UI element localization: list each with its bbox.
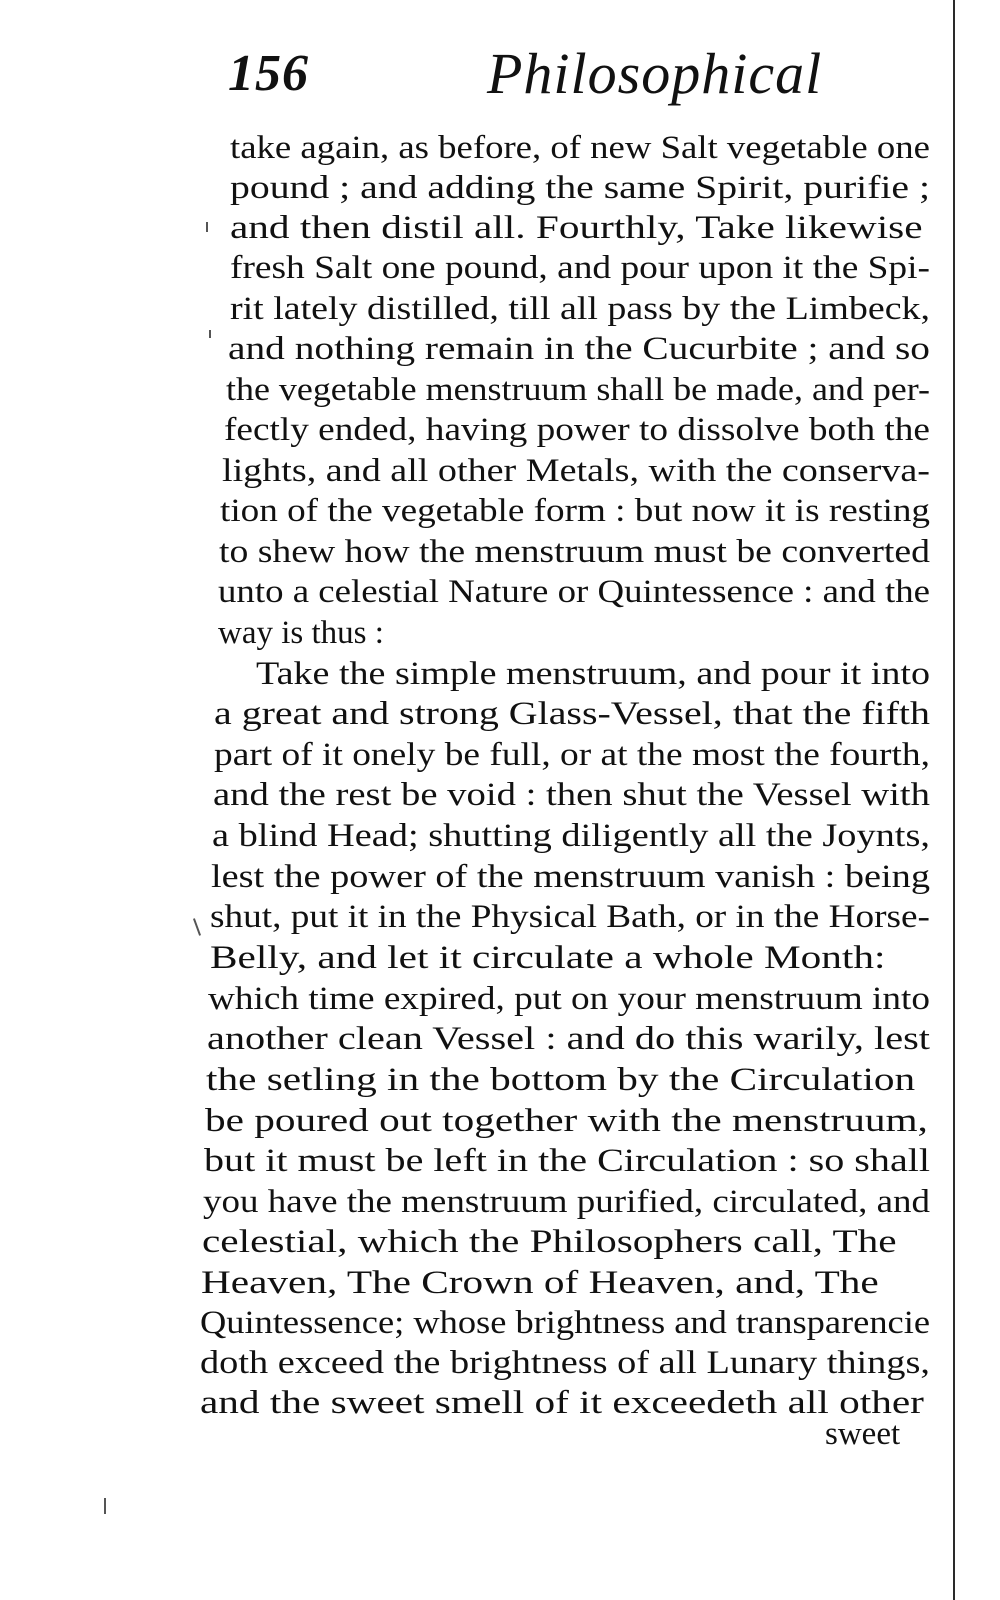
margin-speck [104,1498,106,1514]
text-line: Belly, and let it circulate a whole Month: [210,940,886,976]
margin-speck [209,330,211,338]
text-line: fectly ended, having power to dissolve both the [224,412,930,448]
margin-speck [206,222,208,232]
text-line: way is thus : [218,615,384,651]
page-number: 156 [228,45,309,102]
text-line: celestial, which the Philosophers call, The [202,1224,897,1260]
margin-speck [193,918,201,936]
catchword: sweet [825,1416,901,1452]
text-line: and then distil all. Fourthly, Take likewise [230,210,923,246]
text-line: unto a celestial Nature or Quintessence : and the [218,574,931,610]
text-line: tion of the vegetable form : but now it is resting [220,493,930,529]
text-line: be poured out together with the menstruum, [205,1103,928,1139]
text-line: pound ; and adding the same Spirit, purifie ; [230,170,931,206]
running-title: Philosophical [487,41,823,106]
text-line: lest the power of the menstruum vanish : being [211,859,930,895]
text-line: Take the simple menstruum, and pour it into [256,656,931,692]
text-line: the setling in the bottom by the Circulation [206,1062,916,1098]
text-line: take again, as before, of new Salt vegetable one [230,130,930,166]
text-line: you have the menstruum purified, circulated, and [203,1184,930,1220]
text-line: the vegetable menstruum shall be made, and per- [226,372,930,408]
text-line: but it must be left in the Circulation : so shall [204,1143,931,1179]
text-line: a blind Head; shutting diligently all the Joynts, [212,818,930,854]
text-line: and the rest be void : then shut the Vessel with [213,777,931,813]
text-line: doth exceed the brightness of all Lunary things, [200,1345,930,1381]
text-line: which time expired, put on your menstruum into [208,981,931,1017]
text-line: lights, and all other Metals, with the conserva- [222,453,931,489]
text-line: rit lately distilled, till all pass by the Limbeck, [230,291,931,327]
text-line: and nothing remain in the Cucurbite ; and so [228,331,931,367]
text-line: part of it onely be full, or at the most the fourth, [214,737,930,773]
text-line: another clean Vessel : and do this warily, lest [207,1021,930,1057]
text-line: to shew how the menstruum must be converted [219,534,930,570]
text-line: Heaven, The Crown of Heaven, and, The [201,1265,879,1301]
text-line: Quintessence; whose brightness and transparencie [200,1305,930,1341]
text-line: fresh Salt one pound, and pour upon it the Spi- [230,250,930,286]
page-edge [953,0,955,1600]
text-line: a great and strong Glass-Vessel, that the fifth [214,696,930,732]
text-line: shut, put it in the Physical Bath, or in the Horse- [210,899,930,935]
text-line: and the sweet smell of it exceedeth all other [200,1385,924,1421]
